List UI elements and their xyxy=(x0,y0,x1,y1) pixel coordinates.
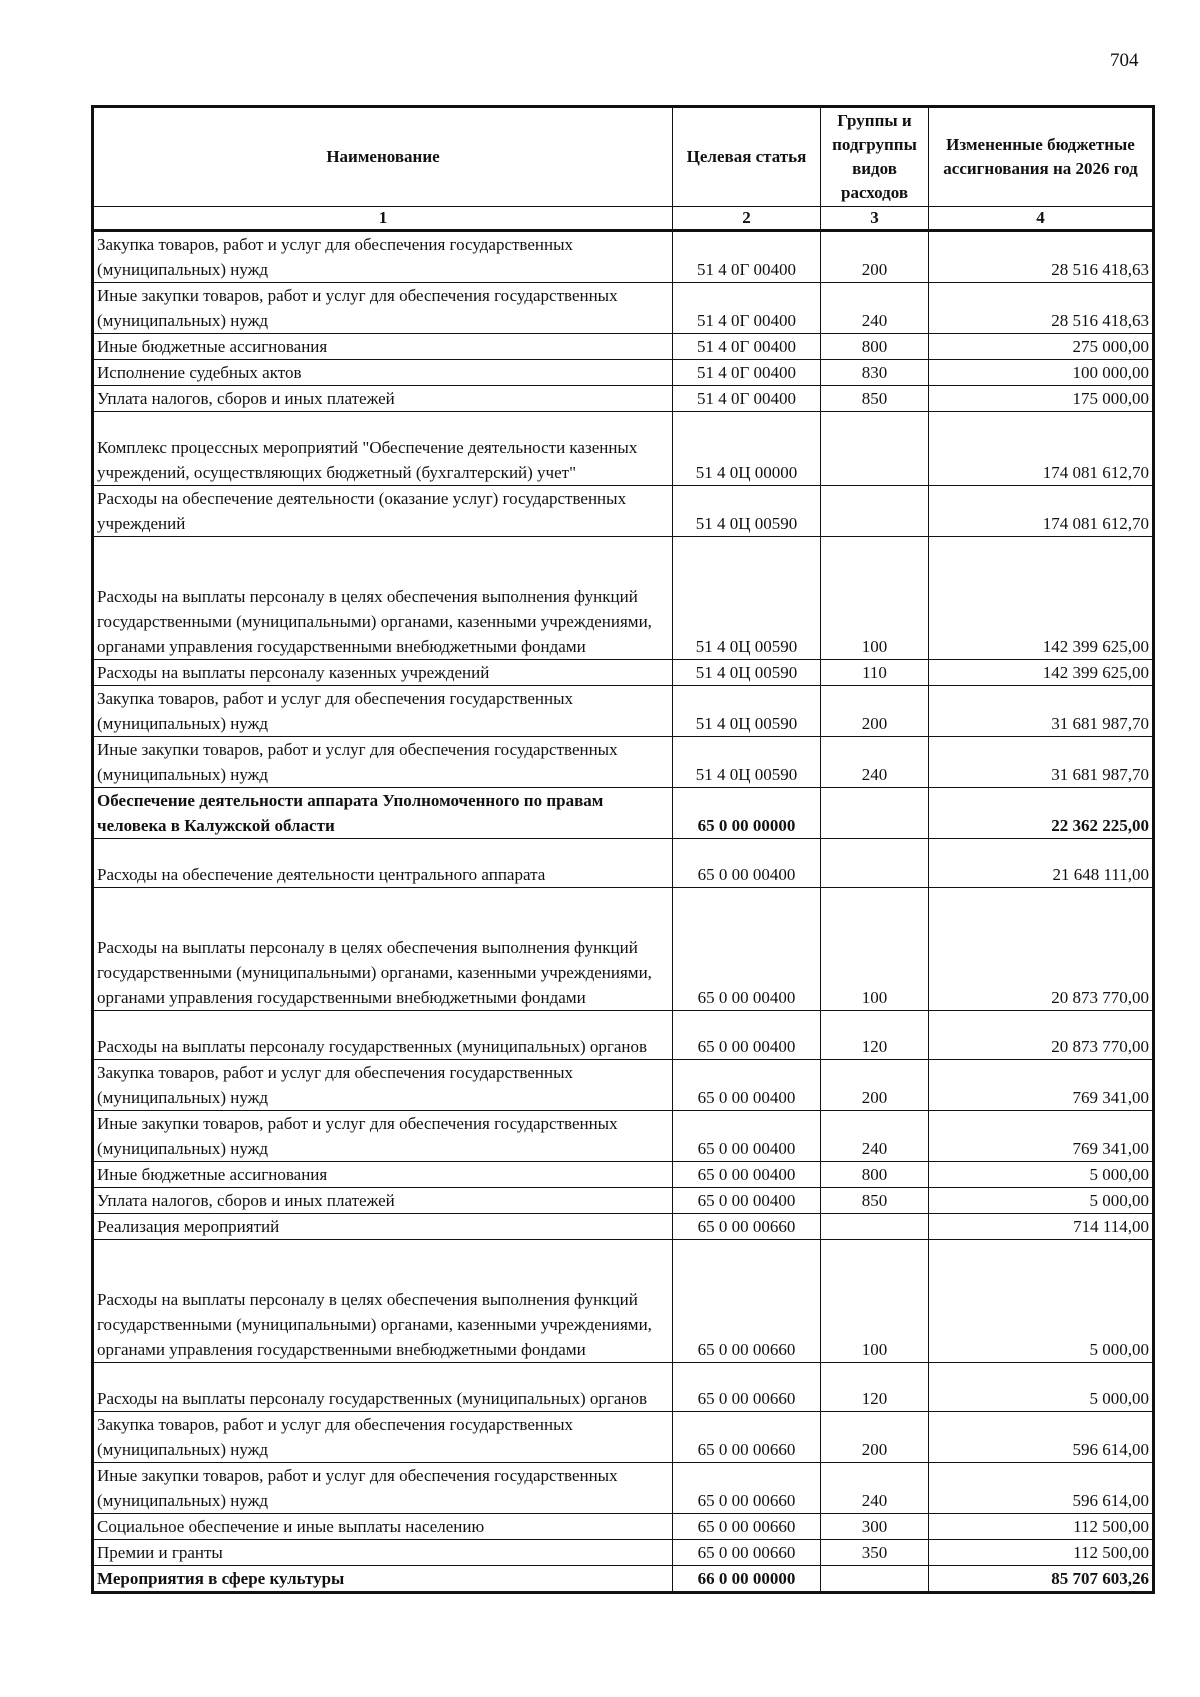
table-row xyxy=(93,1214,1154,1240)
cell-group xyxy=(821,787,929,838)
cell-name: Иные бюджетные ассигнования xyxy=(93,1162,673,1188)
cell-code: 65 0 00 00400 xyxy=(673,1010,821,1059)
cell-amount: 5 000,00 xyxy=(929,1363,1154,1412)
cell-group: 200 xyxy=(821,685,929,736)
cell-name: Иные бюджетные ассигнования xyxy=(93,334,673,360)
cell-name: Расходы на обеспечение деятельности (оказание услуг) государственных учреждений xyxy=(93,485,673,536)
cell-amount: 100 000,00 xyxy=(929,360,1154,386)
table-row xyxy=(93,1514,1154,1540)
cell-group: 200 xyxy=(821,1060,929,1111)
column-number-3: 3 xyxy=(821,207,929,231)
table-row xyxy=(93,283,1154,334)
cell-amount: 22 362 225,00 xyxy=(929,787,1154,838)
cell-code: 51 4 0Г 00400 xyxy=(673,231,821,283)
cell-name: Расходы на обеспечение деятельности центрального аппарата xyxy=(93,838,673,887)
cell-code: 51 4 0Г 00400 xyxy=(673,386,821,412)
cell-code: 65 0 00 00660 xyxy=(673,1412,821,1463)
cell-group: 800 xyxy=(821,334,929,360)
cell-group: 110 xyxy=(821,659,929,685)
cell-name: Обеспечение деятельности аппарата Уполномоченного по правам человека в Калужской области xyxy=(93,787,673,838)
cell-name: Премии и гранты xyxy=(93,1540,673,1566)
cell-name: Закупка товаров, работ и услуг для обеспечения государственных (муниципальных) нужд xyxy=(93,1060,673,1111)
cell-amount: 5 000,00 xyxy=(929,1162,1154,1188)
table-row xyxy=(93,1412,1154,1463)
column-number-4: 4 xyxy=(929,207,1154,231)
cell-code: 65 0 00 00660 xyxy=(673,1363,821,1412)
cell-group: 350 xyxy=(821,1540,929,1566)
header-group: Группы и подгруппы видов расходов xyxy=(821,107,929,207)
cell-group xyxy=(821,1566,929,1593)
cell-name: Закупка товаров, работ и услуг для обеспечения государственных (муниципальных) нужд xyxy=(93,231,673,283)
cell-amount: 142 399 625,00 xyxy=(929,659,1154,685)
cell-amount: 175 000,00 xyxy=(929,386,1154,412)
cell-amount: 596 614,00 xyxy=(929,1412,1154,1463)
cell-group xyxy=(821,412,929,486)
cell-group: 200 xyxy=(821,231,929,283)
cell-amount: 28 516 418,63 xyxy=(929,283,1154,334)
cell-group: 100 xyxy=(821,887,929,1010)
table-row xyxy=(93,1566,1154,1593)
cell-group: 120 xyxy=(821,1010,929,1059)
table-row xyxy=(93,685,1154,736)
cell-code: 65 0 00 00000 xyxy=(673,787,821,838)
cell-group: 240 xyxy=(821,283,929,334)
cell-amount: 275 000,00 xyxy=(929,334,1154,360)
cell-code: 51 4 0Г 00400 xyxy=(673,283,821,334)
table-row xyxy=(93,412,1154,486)
cell-name: Иные закупки товаров, работ и услуг для обеспечения государственных (муниципальных) нужд xyxy=(93,1463,673,1514)
cell-name: Уплата налогов, сборов и иных платежей xyxy=(93,386,673,412)
budget-table xyxy=(91,105,1155,1594)
table-row xyxy=(93,485,1154,536)
cell-name: Комплекс процессных мероприятий "Обеспечение деятельности казенных учреждений, осуществляющих бюджетный (бухгалтерский) учет" xyxy=(93,412,673,486)
cell-amount: 31 681 987,70 xyxy=(929,685,1154,736)
cell-group: 200 xyxy=(821,1412,929,1463)
cell-code: 66 0 00 00000 xyxy=(673,1566,821,1593)
table-row xyxy=(93,838,1154,887)
cell-code: 65 0 00 00400 xyxy=(673,1111,821,1162)
cell-name: Иные закупки товаров, работ и услуг для обеспечения государственных (муниципальных) нужд xyxy=(93,1111,673,1162)
table-row xyxy=(93,360,1154,386)
cell-amount: 85 707 603,26 xyxy=(929,1566,1154,1593)
cell-amount: 5 000,00 xyxy=(929,1188,1154,1214)
cell-group: 240 xyxy=(821,1463,929,1514)
table-row xyxy=(93,1111,1154,1162)
table-row xyxy=(93,1463,1154,1514)
column-number-2: 2 xyxy=(673,207,821,231)
cell-amount: 28 516 418,63 xyxy=(929,231,1154,283)
cell-code: 51 4 0Ц 00590 xyxy=(673,485,821,536)
table-row xyxy=(93,1540,1154,1566)
cell-amount: 21 648 111,00 xyxy=(929,838,1154,887)
cell-amount: 112 500,00 xyxy=(929,1540,1154,1566)
cell-name: Закупка товаров, работ и услуг для обеспечения государственных (муниципальных) нужд xyxy=(93,1412,673,1463)
table-row xyxy=(93,1010,1154,1059)
cell-amount: 596 614,00 xyxy=(929,1463,1154,1514)
cell-code: 65 0 00 00400 xyxy=(673,1060,821,1111)
cell-code: 51 4 0Г 00400 xyxy=(673,360,821,386)
cell-group xyxy=(821,1214,929,1240)
cell-group xyxy=(821,838,929,887)
cell-code: 51 4 0Г 00400 xyxy=(673,334,821,360)
cell-group: 100 xyxy=(821,1240,929,1363)
cell-code: 65 0 00 00660 xyxy=(673,1540,821,1566)
cell-name: Реализация мероприятий xyxy=(93,1214,673,1240)
cell-code: 65 0 00 00400 xyxy=(673,1188,821,1214)
table-row xyxy=(93,386,1154,412)
table-row xyxy=(93,736,1154,787)
cell-code: 65 0 00 00660 xyxy=(673,1214,821,1240)
cell-name: Социальное обеспечение и иные выплаты населению xyxy=(93,1514,673,1540)
cell-name: Расходы на выплаты персоналу казенных учреждений xyxy=(93,659,673,685)
page-number: 704 xyxy=(1110,50,1139,71)
header-name: Наименование xyxy=(93,107,673,207)
cell-name: Расходы на выплаты персоналу в целях обеспечения выполнения функций государственными (муниципальными) органами, казенными учреждениями, органами управления государственными внебюджетными фондами xyxy=(93,536,673,659)
cell-code: 51 4 0Ц 00590 xyxy=(673,736,821,787)
cell-amount: 31 681 987,70 xyxy=(929,736,1154,787)
cell-code: 65 0 00 00660 xyxy=(673,1240,821,1363)
cell-name: Закупка товаров, работ и услуг для обеспечения государственных (муниципальных) нужд xyxy=(93,685,673,736)
cell-amount: 769 341,00 xyxy=(929,1060,1154,1111)
table-row xyxy=(93,1240,1154,1363)
cell-group: 240 xyxy=(821,1111,929,1162)
table-row xyxy=(93,536,1154,659)
table-header-row xyxy=(93,107,1154,207)
cell-amount: 174 081 612,70 xyxy=(929,485,1154,536)
cell-amount: 112 500,00 xyxy=(929,1514,1154,1540)
cell-group: 850 xyxy=(821,1188,929,1214)
cell-amount: 142 399 625,00 xyxy=(929,536,1154,659)
table-row xyxy=(93,1363,1154,1412)
cell-name: Расходы на выплаты персоналу в целях обеспечения выполнения функций государственными (муниципальными) органами, казенными учреждениями, органами управления государственными внебюджетными фондами xyxy=(93,887,673,1010)
cell-name: Расходы на выплаты персоналу в целях обеспечения выполнения функций государственными (муниципальными) органами, казенными учреждениями, органами управления государственными внебюджетными фондами xyxy=(93,1240,673,1363)
cell-name: Расходы на выплаты персоналу государственных (муниципальных) органов xyxy=(93,1363,673,1412)
cell-code: 51 4 0Ц 00590 xyxy=(673,536,821,659)
cell-group: 300 xyxy=(821,1514,929,1540)
cell-group: 120 xyxy=(821,1363,929,1412)
table-row xyxy=(93,787,1154,838)
table-row xyxy=(93,1060,1154,1111)
cell-name: Исполнение судебных актов xyxy=(93,360,673,386)
cell-amount: 5 000,00 xyxy=(929,1240,1154,1363)
cell-group: 100 xyxy=(821,536,929,659)
cell-name: Расходы на выплаты персоналу государственных (муниципальных) органов xyxy=(93,1010,673,1059)
cell-amount: 174 081 612,70 xyxy=(929,412,1154,486)
cell-name: Иные закупки товаров, работ и услуг для обеспечения государственных (муниципальных) нужд xyxy=(93,736,673,787)
table-row xyxy=(93,231,1154,283)
header-amount: Измененные бюджетные ассигнования на 2026 год xyxy=(929,107,1154,207)
table-row xyxy=(93,887,1154,1010)
table-body xyxy=(93,231,1154,1593)
cell-group xyxy=(821,485,929,536)
cell-amount: 714 114,00 xyxy=(929,1214,1154,1240)
cell-code: 51 4 0Ц 00590 xyxy=(673,659,821,685)
cell-code: 51 4 0Ц 00590 xyxy=(673,685,821,736)
cell-code: 65 0 00 00400 xyxy=(673,887,821,1010)
cell-group: 830 xyxy=(821,360,929,386)
column-number-row xyxy=(93,207,1154,231)
cell-name: Уплата налогов, сборов и иных платежей xyxy=(93,1188,673,1214)
cell-name: Иные закупки товаров, работ и услуг для обеспечения государственных (муниципальных) нужд xyxy=(93,283,673,334)
cell-amount: 769 341,00 xyxy=(929,1111,1154,1162)
cell-code: 65 0 00 00400 xyxy=(673,838,821,887)
table-row xyxy=(93,659,1154,685)
cell-code: 51 4 0Ц 00000 xyxy=(673,412,821,486)
cell-amount: 20 873 770,00 xyxy=(929,1010,1154,1059)
table-row xyxy=(93,334,1154,360)
cell-code: 65 0 00 00400 xyxy=(673,1162,821,1188)
header-code: Целевая статья xyxy=(673,107,821,207)
cell-code: 65 0 00 00660 xyxy=(673,1463,821,1514)
cell-group: 850 xyxy=(821,386,929,412)
column-number-1: 1 xyxy=(93,207,673,231)
cell-amount: 20 873 770,00 xyxy=(929,887,1154,1010)
table-row xyxy=(93,1188,1154,1214)
cell-code: 65 0 00 00660 xyxy=(673,1514,821,1540)
cell-name: Мероприятия в сфере культуры xyxy=(93,1566,673,1593)
cell-group: 800 xyxy=(821,1162,929,1188)
cell-group: 240 xyxy=(821,736,929,787)
table-row xyxy=(93,1162,1154,1188)
